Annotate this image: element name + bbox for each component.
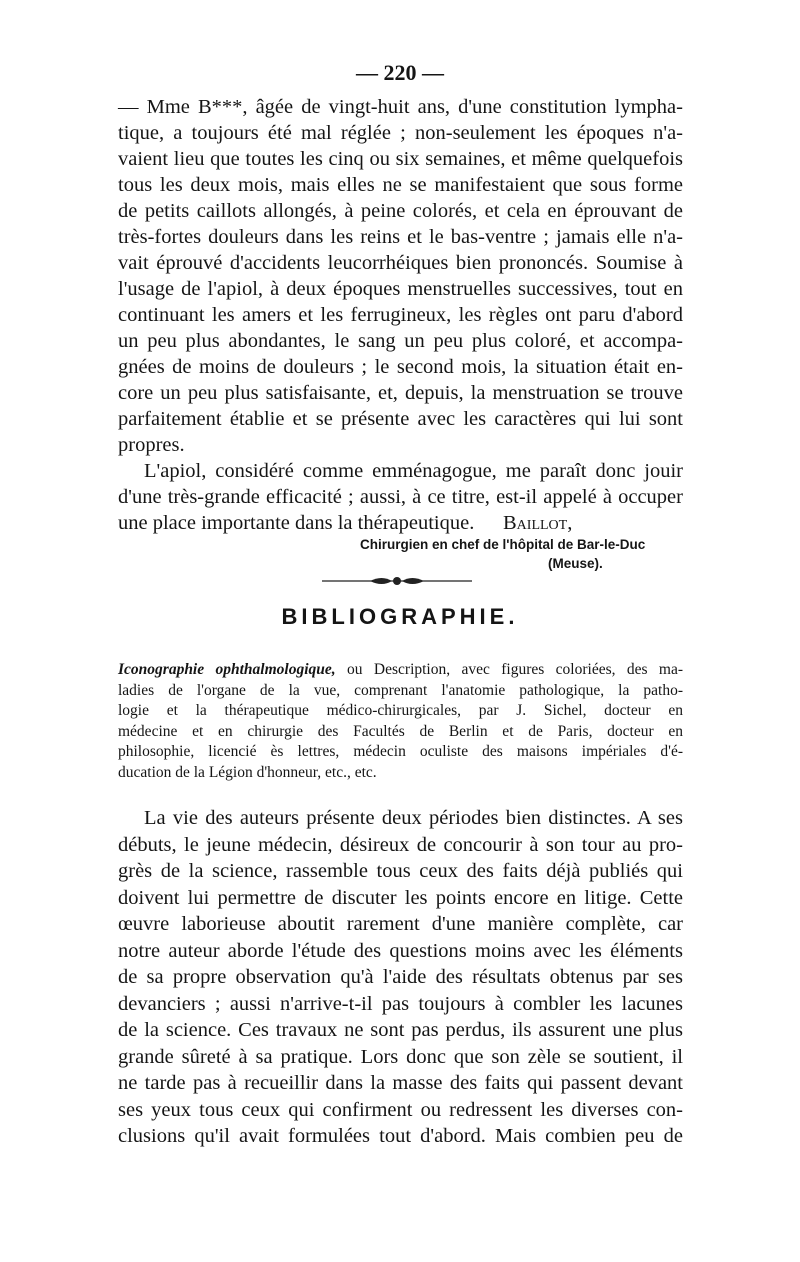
- bibliography-entry: [118, 660, 683, 783]
- text-line: tous les deux mois, mais elles ne se manifestaient que sous forme: [118, 174, 683, 196]
- text-line: débuts, le jeune médecin, désireux de concourir à son tour au pro-: [118, 833, 683, 856]
- text-line: un peu plus abondantes, le sang un peu plus coloré, et accompa-: [118, 330, 683, 352]
- text-line: La vie des auteurs présente deux périodes bien distinctes. A ses: [144, 807, 683, 829]
- text-line: ne tarde pas à recueillir dans la masse des faits qui passent devant: [118, 1072, 683, 1094]
- text-line: L'apiol, considéré comme emménagogue, me paraît donc jouir: [144, 460, 683, 482]
- text-line: devanciers ; aussi n'arrive-t-il pas toujours à combler les lacunes: [118, 992, 683, 1015]
- page-number: — 220 —: [356, 60, 444, 85]
- divider-ornament: [322, 574, 472, 588]
- text-line: œuvre laborieuse aboutit rarement d'une manière complète, car: [118, 913, 683, 935]
- text-line: core un peu plus satisfaisante, et, depuis, la menstruation se trouve: [118, 382, 683, 404]
- text-line: parfaitement établie et se présente avec les caractères qui lui sont: [118, 408, 683, 430]
- text-line: ducation de la Légion d'honneur, etc., etc.: [118, 763, 377, 781]
- author-signature: Baillot,: [503, 512, 573, 534]
- text-line: gnées de moins de douleurs ; le second mois, la situation était en-: [118, 356, 683, 378]
- text-span: ou Description, avec figures coloriées, des ma-: [347, 661, 684, 678]
- signature-line: [118, 510, 683, 536]
- text-line: continuant les amers et les ferrugineux, les règles ont paru d'abord: [118, 304, 683, 326]
- text-line: vait éprouvé d'accidents leucorrhéiques bien prononcés. Soumise à: [118, 252, 683, 274]
- text-line: ses yeux tous ceux qui confirment ou redressent les diverses con-: [118, 1098, 683, 1121]
- text-line: grès de la science, rassemble tous ceux des faits déjà publiés qui: [118, 860, 683, 882]
- text-line: philosophie, licencié ès lettres, médecin oculiste des maisons impériales d'é-: [118, 743, 683, 760]
- text-line: grande sûreté à sa pratique. Lors donc que son zèle se soutient, il: [118, 1045, 683, 1068]
- text-line: de petits caillots allongés, à peine colorés, et cela en éprouvant de: [118, 200, 683, 222]
- author-affiliation-location: (Meuse).: [548, 556, 603, 571]
- book-title: Iconographie ophthalmologique,: [118, 661, 336, 678]
- text-line: très-fortes douleurs dans les reins et le bas-ventre ; jamais elle n'a-: [118, 226, 683, 248]
- text-line: logie et la thérapeutique médico-chirurgicales, par J. Sichel, docteur en: [118, 702, 683, 719]
- text-line: d'une très-grande efficacité ; aussi, à ce titre, est-il appelé à occuper: [118, 486, 683, 508]
- text-line: clusions qu'il avait formulées tout d'abord. Mais combien peu de: [118, 1125, 683, 1147]
- author-affiliation: Chirurgien en chef de l'hôpital de Bar-le-Duc: [360, 537, 646, 552]
- section-heading: BIBLIOGRAPHIE.: [281, 604, 519, 629]
- text-line: [118, 660, 683, 681]
- text-line: — Mme B***, âgée de vingt-huit ans, d'une constitution lympha-: [118, 96, 683, 118]
- text-line: de la science. Ces travaux ne sont pas perdus, ils assurent une plus: [118, 1019, 683, 1041]
- text-line: médecine et en chirurgie des Facultés de Berlin et de Paris, docteur en: [118, 722, 683, 740]
- text-line: l'usage de l'apiol, à deux époques menstruelles successives, tout en: [118, 278, 683, 300]
- text-line: de sa propre observation qu'à l'aide des résultats obtenus par ses: [118, 966, 683, 988]
- text-line: ladies de l'organe de la vue, comprenant l'anatomie pathologique, la patho-: [118, 681, 683, 699]
- review-paragraph: [118, 805, 683, 1150]
- text-line: doivent lui permettre de discuter les points encore en litige. Cette: [118, 886, 683, 909]
- text-line: vaient lieu que toutes les cinq ou six semaines, et même quelquefois: [118, 148, 683, 170]
- text-line: une place importante dans la thérapeutique.: [118, 512, 475, 534]
- text-line: notre auteur aborde l'étude des questions moins avec les éléments: [118, 939, 683, 962]
- text-line: propres.: [118, 434, 185, 456]
- case-report-paragraph: [118, 94, 683, 536]
- text-line: tique, a toujours été mal réglée ; non-seulement les époques n'a-: [118, 122, 683, 144]
